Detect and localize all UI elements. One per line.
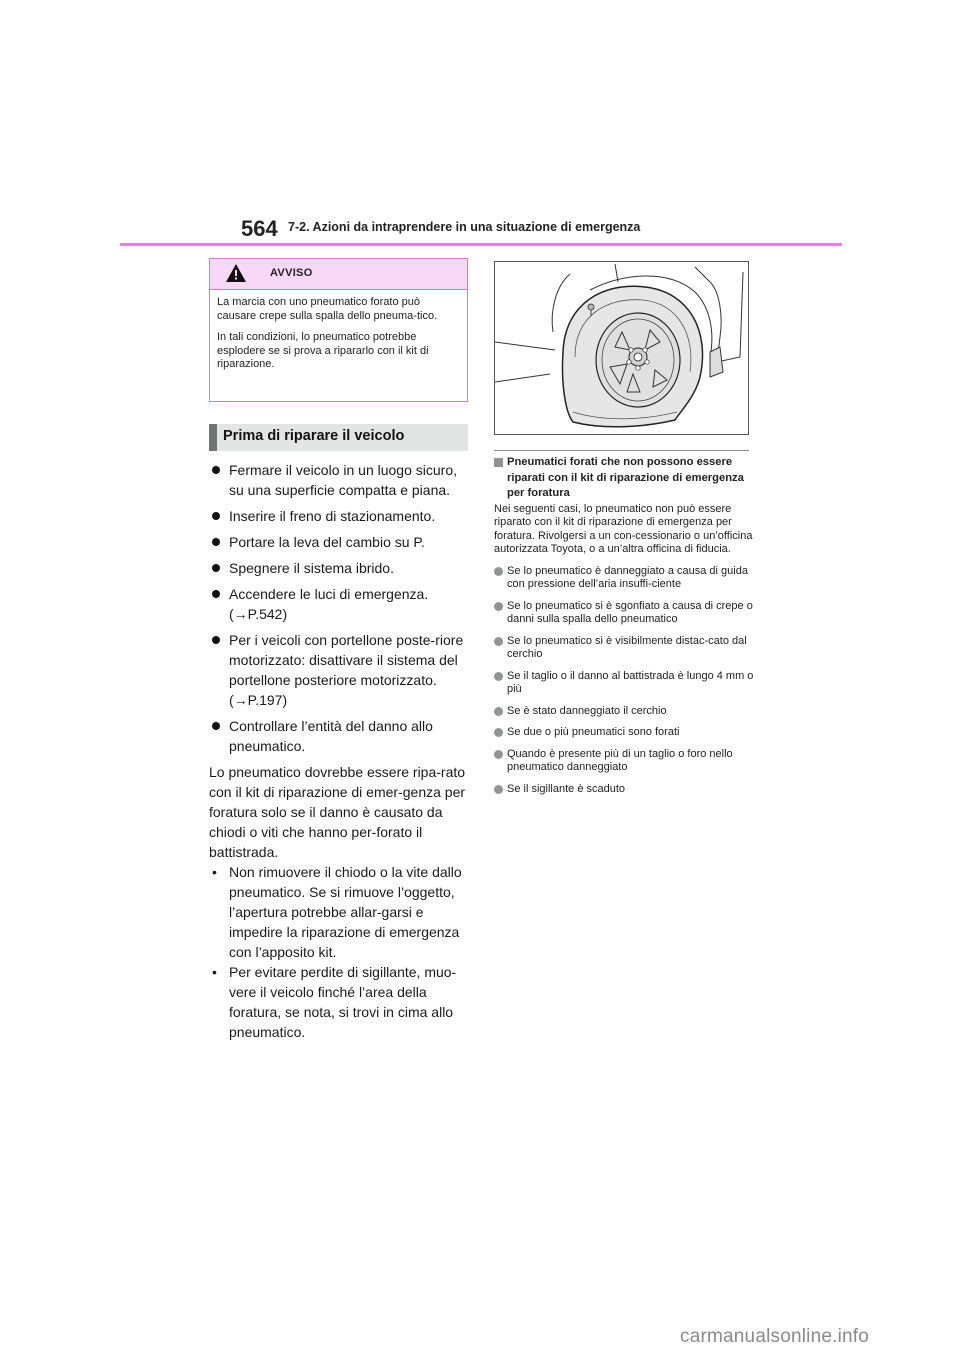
bullet-icon	[494, 750, 503, 759]
body-paragraph: Nei seguenti casi, lo pneumatico non può essere riparato con il kit di riparazione di emergenza per foratura. Rivolgersi a un con-cessionario o un’officina autorizzata Toyota, o a un’altra officina di fiducia.	[494, 502, 753, 555]
list-item: Se due o più pneumatici sono forati	[494, 726, 756, 740]
list-item: Fermare il veicolo in un luogo sicuro, su una superficie compatta e piana.	[209, 460, 471, 500]
flat-tire-figure	[494, 261, 749, 435]
sub-item: • Non rimuovere il chiodo o la vite dallo pneumatico. Se si rimuove l’oggetto, l’apertura potrebbe allar-garsi e impedire la riparazione di emergenza con l’apposito kit.	[212, 864, 462, 960]
warning-box	[209, 258, 468, 402]
list-item: Se il sigillante è scaduto	[494, 783, 756, 797]
list-item: Se lo pneumatico è danneggiato a causa di guida con pressione dell’aria insuffi-ciente	[494, 565, 756, 592]
left-column	[209, 460, 471, 1042]
list-item: Controllare l’entità del danno allo pneumatico.	[209, 716, 471, 756]
bullet-icon	[212, 590, 220, 598]
warning-header	[210, 259, 467, 290]
subsection-heading: Pneumatici forati che non possono essere riparati con il kit di riparazione di emergenza per foratura	[494, 455, 756, 502]
warning-triangle-icon	[226, 264, 246, 282]
right-rule	[494, 450, 749, 451]
list-item: Se lo pneumatico si è sgonfiato a causa di crepe o danni sulla spalla dello pneumatico	[494, 600, 756, 627]
bullet-icon	[212, 636, 220, 644]
bullet-icon	[494, 672, 503, 681]
bullet-icon	[494, 785, 503, 794]
warning-paragraph: La marcia con uno pneumatico forato può causare crepe sulla spalla dello pneuma-tico.	[217, 296, 438, 322]
flat-tire-illustration-icon	[495, 262, 748, 434]
list-item: Accendere le luci di emergenza. (→P.542)	[209, 584, 471, 624]
section-title: Prima di riparare il veicolo	[223, 428, 405, 444]
list-item: Portare la leva del cambio su P.	[209, 532, 471, 552]
bullet-icon	[494, 567, 503, 576]
bullet-icon	[212, 538, 220, 546]
list-item: Inserire il freno di stazionamento.	[209, 506, 471, 526]
bullet-icon	[494, 602, 503, 611]
list-item: Quando è presente più di un taglio o foro nello pneumatico danneggiato	[494, 748, 756, 775]
bullet-icon	[494, 728, 503, 737]
list-item: Spegnere il sistema ibrido.	[209, 558, 471, 578]
warning-body	[210, 290, 467, 372]
page-number: 564	[241, 216, 278, 241]
chapter-title: 7-2. Azioni da intraprendere in una situazione di emergenza	[288, 220, 641, 234]
square-bullet-icon	[494, 458, 503, 467]
list-item: Se lo pneumatico si è visibilmente distac-cato dal cerchio	[494, 635, 756, 662]
bullet-icon	[212, 722, 220, 730]
bullet-icon	[212, 564, 220, 572]
list-item: Per i veicoli con portellone poste-riore motorizzato: disattivare il sistema del portellone posteriore motorizzato. (→P.197)	[209, 630, 471, 710]
list-item: Se è stato danneggiato il cerchio	[494, 705, 756, 719]
bullet-icon	[212, 512, 220, 520]
header-rule	[120, 243, 842, 246]
section-heading	[209, 424, 468, 451]
bullet-icon	[494, 637, 503, 646]
warning-paragraph: In tali condizioni, lo pneumatico potrebbe esplodere se si prova a ripararlo con il kit di riparazione.	[217, 331, 429, 370]
watermark[interactable]: carmanualsonline.info	[680, 1326, 870, 1347]
list-item: Se il taglio o il danno al battistrada è lungo 4 mm o più	[494, 670, 756, 697]
bullet-icon	[494, 707, 503, 716]
bullet-icon	[212, 466, 220, 474]
right-column	[494, 455, 756, 804]
sub-item: • Per evitare perdite di sigillante, muo-vere il veicolo finché l’area della foratura, se nota, si trovi in cima allo pneumatico.	[212, 964, 457, 1040]
body-paragraph: Lo pneumatico dovrebbe essere ripa-rato con il kit di riparazione di emer-genza per foratura solo se il danno è causato da chiodi o viti che hanno per-forato il battistrada.	[209, 764, 466, 860]
warning-title: AVVISO	[270, 267, 313, 279]
